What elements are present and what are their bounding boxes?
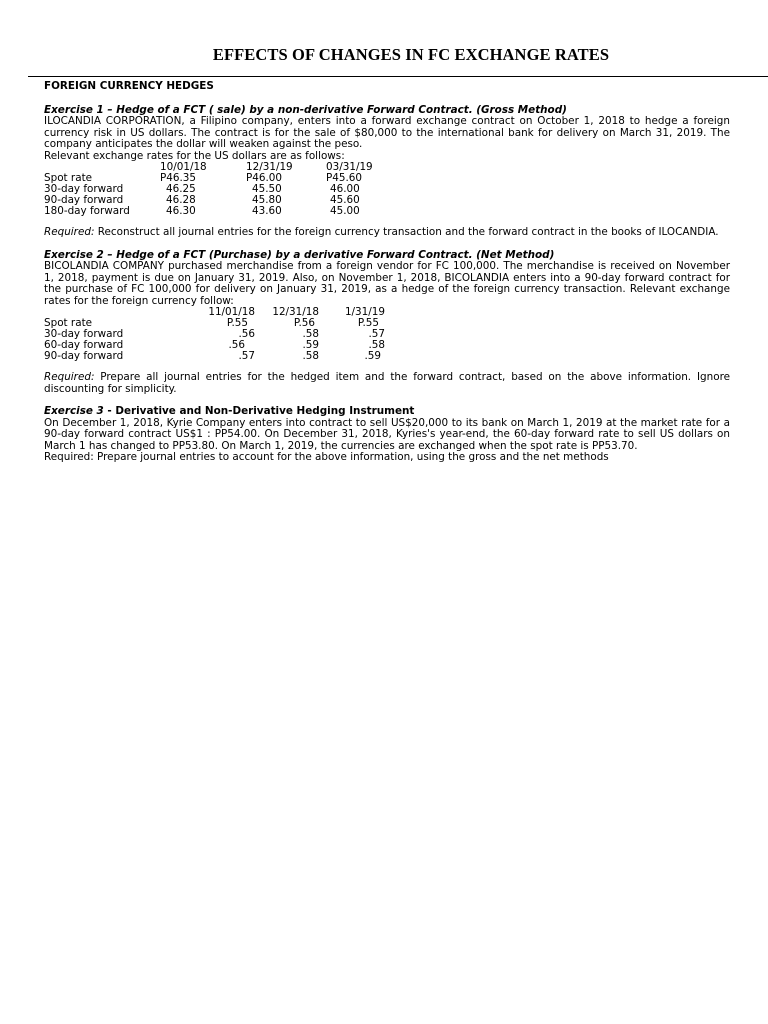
- table-cell: .58: [368, 339, 385, 351]
- document-body: [44, 81, 730, 475]
- table-cell: P.55: [357, 317, 379, 329]
- exercise-3: [44, 406, 730, 464]
- exercise-1-body: ILOCANDIA CORPORATION, a Filipino company, enters into a forward exchange contract on October 1, 2018 to hedge a foreign currency risk in US dollars. The contract is for the sale of $80,000 to the international bank for delivery on March 31, 2019. The company anticipates the dollar will weaken against the peso.: [44, 115, 730, 150]
- table-cell: 180-day forward: [44, 205, 130, 217]
- table-cell: 43.60: [252, 205, 282, 217]
- table-cell: 45.00: [330, 205, 360, 217]
- table-cell: 46.25: [166, 183, 196, 195]
- table-cell: 45.50: [252, 183, 282, 195]
- exercise-2-title: Exercise 2 – Hedge of a FCT (Purchase) by a derivative Forward Contract. (Net Method): [44, 248, 555, 261]
- table-cell: 45.80: [252, 194, 282, 206]
- required-text: Reconstruct all journal entries for the foreign currency transaction and the forward contract in the books of ILOCANDIA.: [94, 226, 719, 238]
- exercise-2: [44, 250, 730, 396]
- exercise-1-intro: Relevant exchange rates for the US dollars are as follows:: [44, 149, 345, 162]
- exercise-1-rates-table: [44, 162, 390, 217]
- exercise-1: [44, 105, 730, 239]
- exercise-3-body: On December 1, 2018, Kyrie Company enters into contract to sell US$20,000 to its bank on March 1, 2019 at the market rate for a 90-day forward contract US$1 : PP54.00. On December 31, 2018, Kyries's year-end, the 60-day forward rate to sell US dollars on March 1 has changed to PP53.80. On March 1, 2019, the currencies are exchanged when the spot rate is PP53.70.: [44, 416, 730, 452]
- table-cell: 46.30: [166, 205, 196, 217]
- table-cell: 30-day forward: [44, 328, 124, 340]
- exercise-3-required: Required: Prepare journal entries to account for the above information, using the gross and the net methods: [44, 451, 609, 463]
- table-header-cell: 10/01/18: [160, 161, 207, 173]
- table-header-cell: 12/31/19: [246, 161, 293, 173]
- table-cell: .57: [238, 350, 255, 362]
- exercise-2-rates-table: [44, 307, 385, 362]
- table-row: [44, 206, 390, 217]
- exercise-1-title: Exercise 1 – Hedge of a FCT ( sale) by a non-derivative Forward Contract. (Gross Method): [44, 103, 567, 116]
- exercise-3-title-prefix: Exercise 3: [44, 405, 104, 417]
- required-label: Required:: [44, 226, 95, 238]
- table-header-cell: 1/31/19: [344, 306, 385, 318]
- table-header-cell: 12/31/18: [272, 306, 319, 318]
- table-header-cell: 11/01/18: [208, 306, 255, 318]
- exercise-2-required: [44, 372, 730, 395]
- table-cell: 90-day forward: [44, 350, 124, 362]
- table-cell: 60-day forward: [44, 339, 124, 351]
- table-cell: Spot rate: [44, 317, 93, 329]
- table-cell: 30-day forward: [44, 183, 124, 195]
- table-cell: .56: [228, 339, 245, 351]
- table-cell: 45.60: [330, 194, 360, 206]
- title-divider: [28, 76, 768, 77]
- table-cell: .59: [302, 339, 319, 351]
- table-cell: .57: [368, 328, 385, 340]
- required-label: Required:: [44, 371, 95, 383]
- table-cell: .58: [302, 328, 319, 340]
- table-cell: P46.35: [160, 172, 197, 184]
- table-cell: .59: [364, 350, 381, 362]
- exercise-3-title-rest: - Derivative and Non-Derivative Hedging Instrument: [103, 405, 415, 417]
- table-cell: 90-day forward: [44, 194, 124, 206]
- table-cell: 46.00: [330, 183, 360, 195]
- table-cell: Spot rate: [44, 172, 93, 184]
- table-cell: .56: [238, 328, 255, 340]
- required-text: Prepare all journal entries for the hedged item and the forward contract, based on the above information. Ignore discounting for simplicity.: [44, 371, 730, 395]
- exercise-3-title: [44, 406, 730, 418]
- exercise-2-body: BICOLANDIA COMPANY purchased merchandise from a foreign vendor for FC 100,000. The merchandise is received on November 1, 2018, payment is due on January 31, 2019. Also, on November 1, 2018, BICOLANDIA enters into a 90-day forward contract for the purchase of FC 100,000 for delivery on January 31, 2019, as a hedge of the foreign currency transaction. Relevant exchange rates for the foreign currency follow:: [44, 260, 730, 307]
- table-header-row: [44, 307, 385, 318]
- table-cell: P46.00: [246, 172, 283, 184]
- table-cell: .58: [302, 350, 319, 362]
- table-cell: P.55: [226, 317, 248, 329]
- table-cell: 46.28: [166, 194, 196, 206]
- table-row: [44, 351, 385, 362]
- exercise-1-required: [44, 227, 730, 239]
- section-heading: FOREIGN CURRENCY HEDGES: [44, 80, 214, 92]
- table-header-cell: 03/31/19: [326, 161, 373, 173]
- table-cell: P.56: [293, 317, 315, 329]
- page-title: EFFECTS OF CHANGES IN FC EXCHANGE RATES: [212, 45, 610, 64]
- table-cell: P45.60: [326, 172, 363, 184]
